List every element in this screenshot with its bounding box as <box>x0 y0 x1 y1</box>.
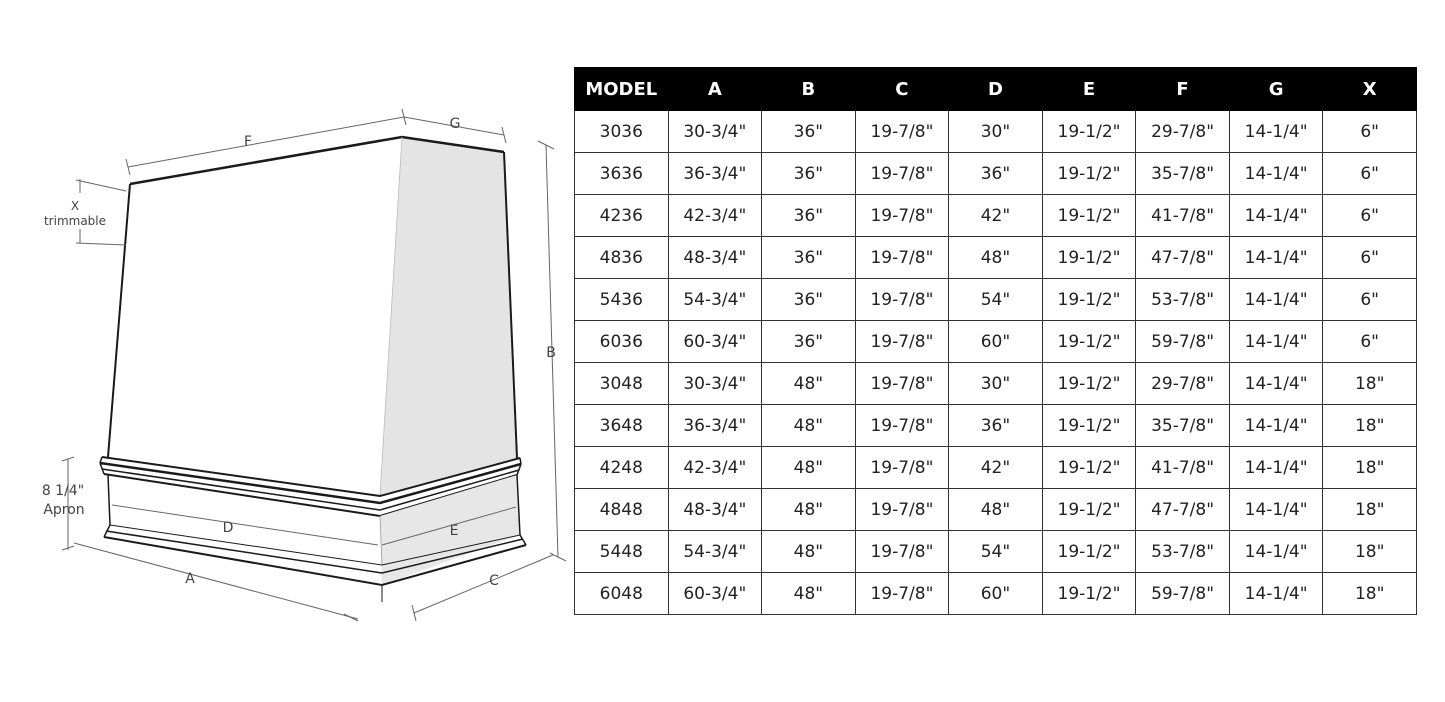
table-cell: 29-7/8" <box>1136 111 1230 153</box>
table-cell: 19-7/8" <box>855 363 949 405</box>
model-dimensions-table <box>574 67 1417 615</box>
header-b: B <box>762 68 856 111</box>
table-cell: 41-7/8" <box>1136 447 1230 489</box>
table-cell: 18" <box>1323 405 1417 447</box>
table-cell: 6" <box>1323 153 1417 195</box>
table-cell: 14-1/4" <box>1229 111 1323 153</box>
table-cell: 14-1/4" <box>1229 489 1323 531</box>
table-cell: 18" <box>1323 489 1417 531</box>
table-row <box>575 237 1417 279</box>
table-cell: 36" <box>762 111 856 153</box>
table-cell: 30-3/4" <box>668 111 762 153</box>
table-cell: 36" <box>949 153 1043 195</box>
table-cell: 36" <box>762 153 856 195</box>
hood-front-face <box>108 137 402 495</box>
table-cell: 41-7/8" <box>1136 195 1230 237</box>
table-cell: 19-7/8" <box>855 531 949 573</box>
table-row <box>575 573 1417 615</box>
table-cell: 42-3/4" <box>668 195 762 237</box>
table-cell: 42" <box>949 447 1043 489</box>
table-cell: 19-7/8" <box>855 153 949 195</box>
table-cell: 54-3/4" <box>668 279 762 321</box>
table-cell: 35-7/8" <box>1136 153 1230 195</box>
dim-label-d: D <box>222 520 234 536</box>
table-cell: 19-1/2" <box>1042 489 1136 531</box>
dim-label-f: F <box>243 134 253 150</box>
table-cell: 48" <box>762 447 856 489</box>
table-cell: 54-3/4" <box>668 531 762 573</box>
table-cell: 48-3/4" <box>668 489 762 531</box>
table-cell: 19-1/2" <box>1042 573 1136 615</box>
dim-label-trimmable: trimmable <box>43 214 107 228</box>
table-cell: 19-1/2" <box>1042 237 1136 279</box>
range-hood-diagram <box>30 95 570 635</box>
table-cell: 42-3/4" <box>668 447 762 489</box>
dim-label-apron-size: 8 1/4" <box>41 483 85 499</box>
table-row <box>575 405 1417 447</box>
table-cell: 60" <box>949 573 1043 615</box>
table-cell: 19-7/8" <box>855 321 949 363</box>
table-cell: 3048 <box>575 363 669 405</box>
table-cell: 4236 <box>575 195 669 237</box>
table-cell: 60-3/4" <box>668 573 762 615</box>
table-cell: 47-7/8" <box>1136 489 1230 531</box>
table-cell: 36" <box>762 321 856 363</box>
table-cell: 48" <box>762 363 856 405</box>
table-row <box>575 195 1417 237</box>
table-body <box>575 111 1417 615</box>
table-cell: 14-1/4" <box>1229 153 1323 195</box>
table-cell: 6" <box>1323 279 1417 321</box>
table-cell: 18" <box>1323 573 1417 615</box>
table-cell: 36" <box>949 405 1043 447</box>
hood-side-face <box>380 137 517 495</box>
table-cell: 48" <box>949 489 1043 531</box>
table-cell: 36-3/4" <box>668 153 762 195</box>
table-cell: 60" <box>949 321 1043 363</box>
table-cell: 48-3/4" <box>668 237 762 279</box>
table-cell: 19-1/2" <box>1042 447 1136 489</box>
table-cell: 3036 <box>575 111 669 153</box>
table-cell: 36" <box>762 279 856 321</box>
table-cell: 60-3/4" <box>668 321 762 363</box>
table-cell: 30" <box>949 111 1043 153</box>
table-row <box>575 489 1417 531</box>
table-cell: 14-1/4" <box>1229 573 1323 615</box>
table-cell: 53-7/8" <box>1136 279 1230 321</box>
table-cell: 48" <box>762 405 856 447</box>
header-d: D <box>949 68 1043 111</box>
table-row <box>575 531 1417 573</box>
table-cell: 14-1/4" <box>1229 531 1323 573</box>
dim-label-g: G <box>449 116 461 132</box>
dim-label-e: E <box>449 523 459 539</box>
table-cell: 54" <box>949 279 1043 321</box>
table-cell: 54" <box>949 531 1043 573</box>
table-cell: 30-3/4" <box>668 363 762 405</box>
table-cell: 19-7/8" <box>855 489 949 531</box>
table-cell: 19-7/8" <box>855 405 949 447</box>
table-cell: 19-7/8" <box>855 195 949 237</box>
table-cell: 59-7/8" <box>1136 573 1230 615</box>
table-cell: 53-7/8" <box>1136 531 1230 573</box>
table-cell: 18" <box>1323 531 1417 573</box>
table-cell: 6" <box>1323 321 1417 363</box>
table-cell: 19-7/8" <box>855 447 949 489</box>
table-cell: 14-1/4" <box>1229 195 1323 237</box>
table-cell: 48" <box>949 237 1043 279</box>
table-cell: 18" <box>1323 447 1417 489</box>
header-e: E <box>1042 68 1136 111</box>
dim-label-b: B <box>546 345 556 361</box>
table-row <box>575 279 1417 321</box>
table-cell: 36" <box>762 237 856 279</box>
table-cell: 6" <box>1323 237 1417 279</box>
table-cell: 4836 <box>575 237 669 279</box>
table-cell: 19-7/8" <box>855 111 949 153</box>
table-cell: 5436 <box>575 279 669 321</box>
dim-label-x: X <box>70 199 80 213</box>
header-f: F <box>1136 68 1230 111</box>
table-cell: 29-7/8" <box>1136 363 1230 405</box>
table-cell: 19-1/2" <box>1042 279 1136 321</box>
table-cell: 3648 <box>575 405 669 447</box>
header-g: G <box>1229 68 1323 111</box>
table-cell: 47-7/8" <box>1136 237 1230 279</box>
table-row <box>575 363 1417 405</box>
dim-label-apron: Apron <box>43 502 85 518</box>
table-cell: 19-1/2" <box>1042 531 1136 573</box>
header-c: C <box>855 68 949 111</box>
dim-label-c: C <box>489 573 499 589</box>
table-cell: 36-3/4" <box>668 405 762 447</box>
table-row <box>575 153 1417 195</box>
table-cell: 14-1/4" <box>1229 405 1323 447</box>
table-cell: 4248 <box>575 447 669 489</box>
table-cell: 6" <box>1323 195 1417 237</box>
table-row <box>575 111 1417 153</box>
table-cell: 19-7/8" <box>855 573 949 615</box>
table-cell: 48" <box>762 489 856 531</box>
table-row <box>575 447 1417 489</box>
table-cell: 48" <box>762 531 856 573</box>
table-cell: 35-7/8" <box>1136 405 1230 447</box>
table-cell: 4848 <box>575 489 669 531</box>
table-cell: 19-1/2" <box>1042 405 1136 447</box>
table-cell: 14-1/4" <box>1229 279 1323 321</box>
table-cell: 19-7/8" <box>855 279 949 321</box>
header-a: A <box>668 68 762 111</box>
table-cell: 42" <box>949 195 1043 237</box>
table-cell: 14-1/4" <box>1229 363 1323 405</box>
table-cell: 19-1/2" <box>1042 111 1136 153</box>
table-cell: 14-1/4" <box>1229 321 1323 363</box>
table-cell: 19-1/2" <box>1042 321 1136 363</box>
table-cell: 6036 <box>575 321 669 363</box>
table-cell: 14-1/4" <box>1229 237 1323 279</box>
table-cell: 19-7/8" <box>855 237 949 279</box>
table-cell: 30" <box>949 363 1043 405</box>
table-cell: 48" <box>762 573 856 615</box>
table-header-row <box>575 68 1417 111</box>
table-cell: 6048 <box>575 573 669 615</box>
header-model: MODEL <box>575 68 669 111</box>
table-cell: 59-7/8" <box>1136 321 1230 363</box>
header-x: X <box>1323 68 1417 111</box>
table-cell: 3636 <box>575 153 669 195</box>
table-cell: 6" <box>1323 111 1417 153</box>
table-cell: 18" <box>1323 363 1417 405</box>
table-cell: 19-1/2" <box>1042 153 1136 195</box>
dim-label-a: A <box>185 571 195 587</box>
table-cell: 5448 <box>575 531 669 573</box>
table-row <box>575 321 1417 363</box>
table-cell: 19-1/2" <box>1042 195 1136 237</box>
table-cell: 19-1/2" <box>1042 363 1136 405</box>
table-cell: 36" <box>762 195 856 237</box>
table-cell: 14-1/4" <box>1229 447 1323 489</box>
